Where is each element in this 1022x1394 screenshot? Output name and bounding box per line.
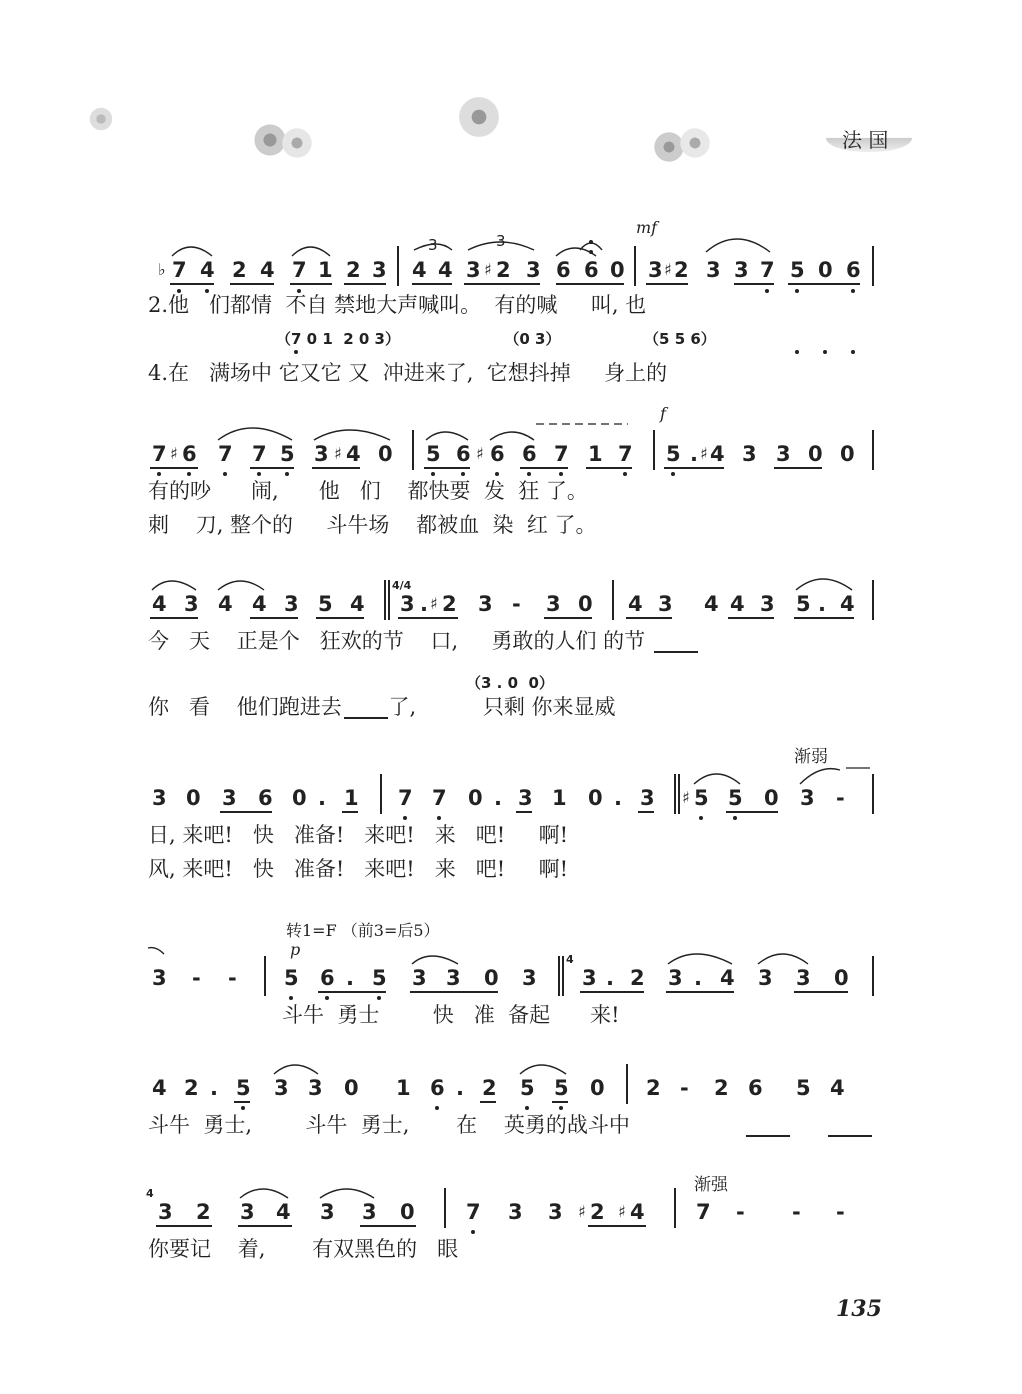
system-3-lyrics-verse-2: 今 天 正是个 狂欢的节 口, 勇敢的人们 的节 [148,629,646,653]
page-number: 135 [836,1296,882,1322]
triplet-mark-1: 3 [428,236,438,254]
time-signature-2: 4 [566,953,574,966]
system-1-alt-notes: （7 0 1 2 0 3） （0 3） （5 5 6） [276,330,716,348]
time-signature-3: 4 [146,1187,154,1200]
system-6-lyrics: 斗牛 勇士, 斗牛 勇士, 在 英勇的战斗中 [148,1113,630,1137]
dynamic-p: p [290,940,301,959]
system-3-lyrics-verse-4: 你 看 他们跑进去 了, 只剩 你来显威 [148,695,616,719]
crescendo-mark: 渐强 [694,1175,728,1195]
key-change-mark: 转1=F （前3=后5） [286,921,440,940]
time-signature: 4/4 [392,579,412,592]
system-2-lyrics-verse-2: 有的吵 闹, 他 们 都快要 发 狂 了。 [148,479,588,503]
system-3-alt-notes: （3 . 0 0） [466,674,554,692]
diminuendo-mark: 渐弱 [794,747,828,767]
dynamic-mf: mf [636,218,658,237]
system-4-lyrics-verse-2: 日, 来吧! 快 准备! 来吧! 来 吧! 啊! [148,823,569,847]
system-1-lyrics-verse-2: 2.他 们都情 不自 禁地大声喊叫。 有的喊 叫, 也 [148,293,647,317]
system-4-lyrics-verse-4: 风, 来吧! 快 准备! 来吧! 来 吧! 啊! [148,857,569,881]
country-label: 法 国 [842,128,889,152]
system-7-lyrics: 你要记 着, 有双黑色的 眼 [148,1237,459,1261]
system-2-lyrics-verse-4: 刺 刀, 整个的 斗牛场 都被血 染 红 了。 [148,513,597,537]
system-1-lyrics-verse-4: 4.在 满场中 它又它 又 冲进来了, 它想抖掉 身上的 [148,361,668,385]
triplet-mark-2: 3 [496,232,506,250]
dynamic-f: f [660,404,666,423]
system-5-lyrics: 斗牛 勇士 快 准 备起 来! [282,1003,620,1027]
